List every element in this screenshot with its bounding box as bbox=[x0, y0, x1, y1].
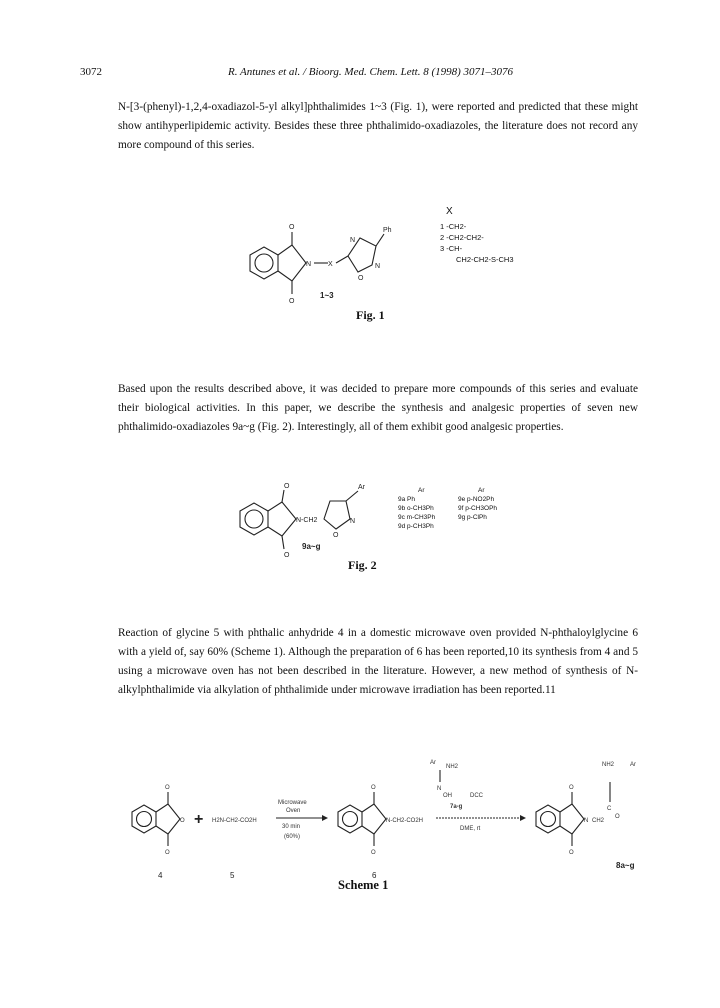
fig2-caption: Fig. 2 bbox=[348, 558, 377, 572]
fig1-caption: Fig. 1 bbox=[356, 308, 385, 322]
svg-text:O: O bbox=[371, 785, 376, 791]
paragraph-aim: Based upon the results described above, it was decided to prepare more compounds of this series and evaluate their biological activities. In this paper, we describe the synthesis and analgesic properties of seven new phthalimido-oxadiazoles 9a~g (Fig. 2). Interestingly, all of them exhibit good analgesic properties. bbox=[118, 383, 638, 433]
svg-text:O: O bbox=[371, 850, 376, 856]
fig1-row-3-sub: CH2-CH2-S-CH3 bbox=[456, 255, 514, 264]
scheme-1-caption: Scheme 1 bbox=[338, 878, 389, 892]
fig2-o-bottom: O bbox=[284, 552, 290, 559]
fig2-table-col1 bbox=[398, 486, 435, 531]
fig1-o-top: O bbox=[289, 224, 295, 231]
product-8-n: N bbox=[584, 818, 589, 824]
scheme-1 bbox=[110, 752, 670, 902]
fig1-o-bottom: O bbox=[289, 298, 295, 305]
fig1-row-1: 1 -CH2- bbox=[440, 222, 467, 231]
reagent-oh: OH bbox=[443, 793, 452, 799]
paragraph-synthesis: Reaction of glycine 5 with phthalic anhydride 4 in a domestic microwave oven provided N-phthaloylglycine 6 with a yield of, say 60% (Scheme 1). Although the preparation of 6 has been reported,10 its synthesis from 4 and 5 using a microwave oven has not been described in the literature. However, a new method of synthesis of N-alkylphthalimide via alkylation of phthalimide under microwave irradiation has been reported.11 bbox=[118, 627, 638, 696]
fig2-row-9e: 9e p-NO2Ph bbox=[458, 496, 495, 503]
product-8-ch2: CH2 bbox=[592, 818, 605, 824]
fig2-row-9f: 9f p-CH3OPh bbox=[458, 505, 498, 512]
fig2-n-imide: N-CH2 bbox=[296, 517, 318, 524]
aromatic-circle bbox=[255, 254, 273, 272]
fig1-row-2: 2 -CH2-CH2- bbox=[440, 233, 484, 242]
scheme-num-6: 6 bbox=[372, 871, 377, 880]
svg-text:O: O bbox=[165, 785, 170, 791]
fig2-row-9g: 9g p-ClPh bbox=[458, 514, 487, 521]
reagent-ar: Ar bbox=[430, 760, 436, 766]
scheme-num-4: 4 bbox=[158, 871, 163, 880]
solvent-dme: DME, rt bbox=[460, 826, 481, 832]
fig1-ph: Ph bbox=[383, 227, 392, 234]
reagent-nh2: NH2 bbox=[446, 764, 459, 770]
benzene-ring bbox=[250, 247, 278, 279]
fig1-n-ring-right: N bbox=[375, 263, 381, 270]
reagent-n: N bbox=[437, 786, 442, 792]
cond-microwave: Microwave bbox=[278, 800, 307, 806]
fig1-row-3: 3 -CH- bbox=[440, 244, 463, 253]
product-6-chain: N-CH2-CO2H bbox=[386, 818, 424, 824]
fig1-table-header: X bbox=[446, 206, 453, 217]
fig2-ar: Ar bbox=[358, 484, 365, 491]
fig2-row-9d: 9d p-CH3Ph bbox=[398, 523, 434, 530]
scheme-num-5: 5 bbox=[230, 871, 235, 880]
svg-text:O: O bbox=[569, 850, 574, 856]
fig2-col1-header: Ar bbox=[418, 487, 425, 494]
fig2-row-9c: 9c m-CH3Ph bbox=[398, 514, 436, 521]
fig2-o-ring: O bbox=[333, 532, 339, 539]
cond-oven: Oven bbox=[286, 808, 301, 814]
cond-time: 30 min bbox=[282, 824, 301, 830]
product-8-c: C bbox=[607, 806, 612, 812]
fig1-n-imide: N bbox=[306, 261, 312, 268]
fig1-x: X bbox=[328, 261, 333, 268]
paragraph-intro: N-[3-(phenyl)-1,2,4-oxadiazol-5-yl alkyl]phthalimides 1~3 (Fig. 1), were reported and predicted that these might show antihyperlipidemic activity. Besides these three phthalimido-oxadiazoles, the literature does not record any more compound of this series. bbox=[118, 101, 638, 151]
fig2-col2-header: Ar bbox=[478, 487, 485, 494]
product-8-label: 8a~g bbox=[616, 861, 635, 870]
fig1-o-ring: O bbox=[358, 275, 364, 282]
product-8-ar: Ar bbox=[630, 762, 636, 768]
fig1-n-ring-top: N bbox=[350, 237, 356, 244]
running-citation: R. Antunes et al. / Bioorg. Med. Chem. Lett. 8 (1998) 3071–3076 bbox=[228, 66, 514, 78]
fig2-compound-label: 9a~g bbox=[302, 542, 321, 551]
fig1-compound-label: 1~3 bbox=[320, 291, 334, 300]
imide-ring bbox=[278, 245, 306, 281]
product-8-nh2: NH2 bbox=[602, 762, 615, 768]
glycine-formula: H2N-CH2-CO2H bbox=[212, 818, 257, 824]
fig2-row-9a: 9a Ph bbox=[398, 496, 415, 503]
fig2-n-ring: N bbox=[350, 518, 356, 525]
reagent-label: 7a-g bbox=[450, 804, 463, 810]
fig2-o-top: O bbox=[284, 483, 290, 490]
page-number: 3072 bbox=[80, 66, 102, 78]
product-8-o: O bbox=[615, 814, 620, 820]
fig2-row-9b: 9b o-CH3Ph bbox=[398, 505, 434, 512]
fig2-table-col2 bbox=[458, 486, 497, 522]
plus-sign: + bbox=[194, 811, 204, 828]
svg-text:O: O bbox=[180, 818, 185, 824]
cond-yield: (60%) bbox=[284, 834, 301, 840]
reagent-dcc: DCC bbox=[470, 793, 483, 799]
fig1-x-table bbox=[440, 206, 514, 265]
figure-2-structure bbox=[220, 475, 400, 565]
svg-text:O: O bbox=[165, 850, 170, 856]
svg-text:O: O bbox=[569, 785, 574, 791]
